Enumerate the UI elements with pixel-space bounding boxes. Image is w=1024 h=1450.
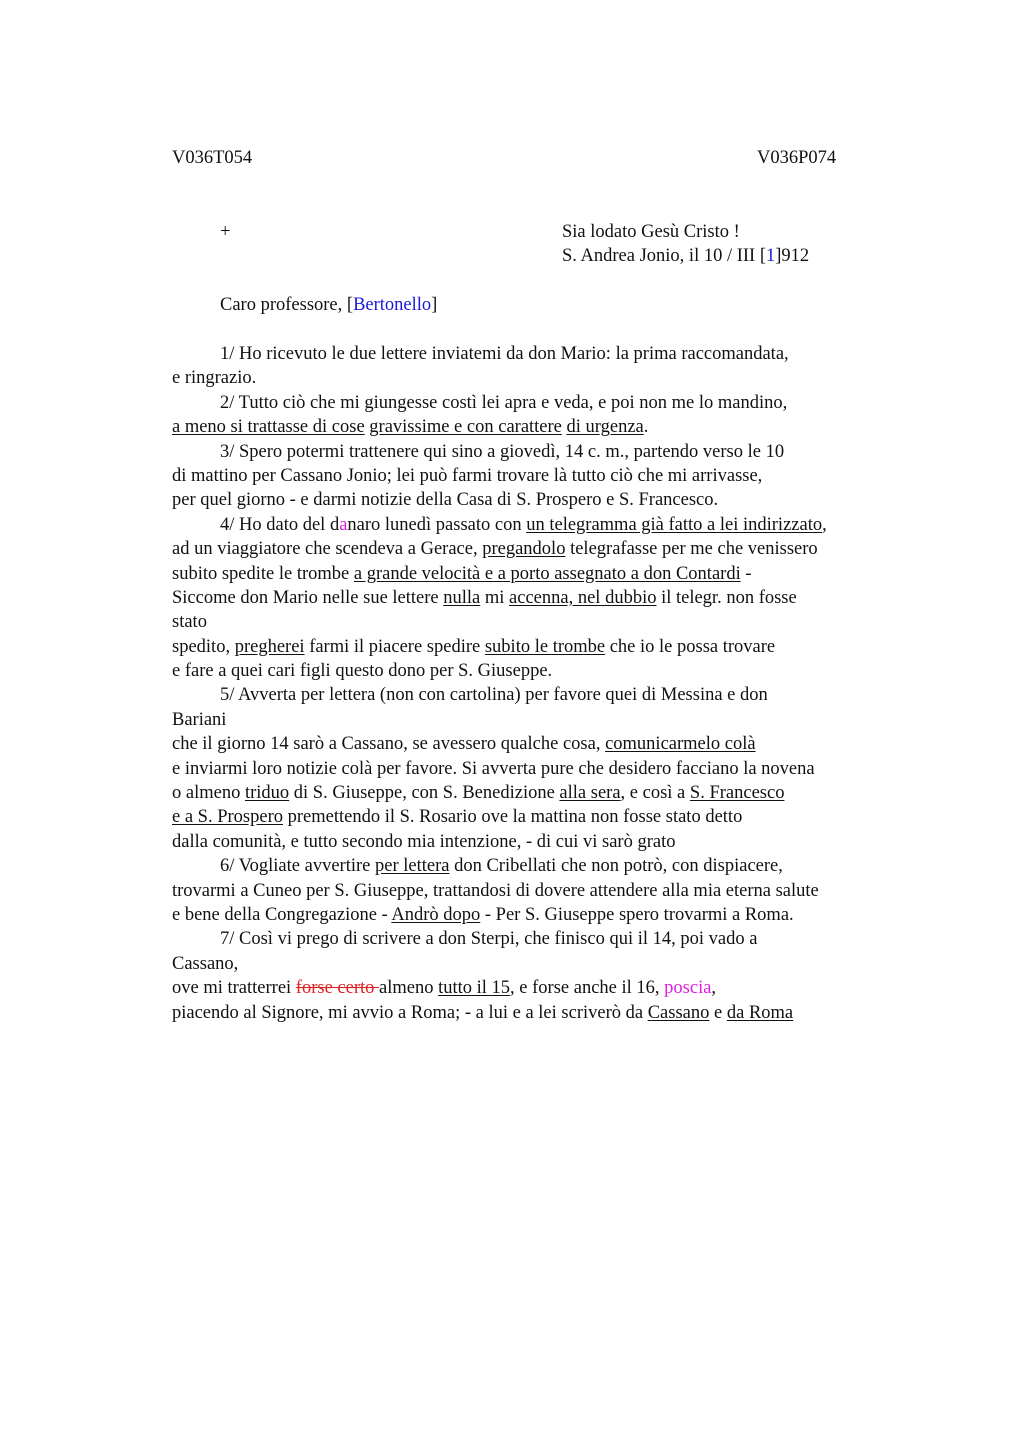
salutation xyxy=(220,293,437,317)
line-text: - Per S. Giuseppe spero trovarmi a Roma. xyxy=(480,904,794,925)
line-text: , e forse anche il 16, xyxy=(510,978,665,999)
line-text: 2/ Tutto ciò che mi giungesse costì lei apra e veda, e poi non me lo mandino, xyxy=(220,392,788,413)
text-line xyxy=(172,683,912,707)
line-text: 1/ Ho ricevuto le due lettere inviatemi da don Mario: la prima raccomandata, xyxy=(220,344,789,364)
text-line xyxy=(172,903,912,927)
text-line xyxy=(172,854,912,878)
underlined-text: a grande velocità e a porto assegnato a don Contardi xyxy=(353,563,741,584)
underlined-text: gravissime e con carattere xyxy=(369,417,562,438)
line-text: e inviarmi loro notizie colà per favore. Si avverta pure che desidero facciano la novena xyxy=(172,758,815,779)
text-line xyxy=(172,464,912,488)
underlined-text: comunicarmelo colà xyxy=(605,734,756,755)
text-line xyxy=(172,732,912,756)
line-text: . xyxy=(643,417,649,438)
archive-code-left: V036T054 xyxy=(172,148,253,168)
text-line xyxy=(172,781,912,805)
place-date-text: S. Andrea Jonio, il 10 / III [ xyxy=(562,246,766,266)
line-text: - xyxy=(740,563,752,584)
line-text: ove mi tratterrei xyxy=(172,978,296,999)
text-line xyxy=(172,927,912,951)
line-text: o almeno xyxy=(172,783,245,804)
line-text: ad un viaggiatore che scendeva a Gerace, xyxy=(172,539,483,560)
line-text: trovarmi a Cuneo per S. Giuseppe, trattandosi di dovere attendere alla mia eterna salute xyxy=(172,880,819,901)
underlined-text: a meno si trattasse di cose xyxy=(172,417,365,438)
text-line xyxy=(172,659,912,683)
text-line xyxy=(172,635,912,659)
salutation-close: ] xyxy=(431,295,438,315)
line-text: stato xyxy=(172,612,207,633)
place-date xyxy=(562,244,809,268)
line-text: e xyxy=(709,1002,727,1023)
text-line xyxy=(172,391,912,415)
line-text: don Cribellati che non potrò, con dispiacere, xyxy=(449,856,783,877)
letter-body xyxy=(172,342,912,1025)
text-line xyxy=(172,537,912,561)
text-line xyxy=(172,366,912,390)
text-line xyxy=(172,562,912,586)
text-line xyxy=(172,708,912,732)
editorial-name: Bertonello xyxy=(353,295,432,315)
underlined-text: Cassano xyxy=(647,1002,710,1023)
editorial-insertion: 1 xyxy=(766,246,776,266)
deleted-text: forse certo xyxy=(295,978,380,999)
text-line xyxy=(172,952,912,976)
line-text: 3/ Spero potermi trattenere qui sino a giovedì, 14 c. m., partendo verso le 10 xyxy=(220,441,785,462)
line-text: , xyxy=(822,514,827,535)
text-line xyxy=(172,415,912,439)
line-text: telegrafasse per me che venissero xyxy=(565,539,818,560)
line-text: Bariani xyxy=(172,709,227,730)
line-text: e bene della Congregazione - xyxy=(172,904,392,925)
text-line xyxy=(172,488,912,512)
underlined-text: e a S. Prospero xyxy=(172,807,283,828)
underlined-text: pregherei xyxy=(234,636,305,657)
line-text: e fare a quei cari figli questo dono per S. Giuseppe. xyxy=(172,661,553,682)
line-text: piacendo al Signore, mi avvio a Roma; - a lui e a lei scriverò da xyxy=(172,1002,648,1023)
archive-code-right: V036P074 xyxy=(757,148,837,168)
line-text: 7/ Così vi prego di scrivere a don Sterpi, che finisco qui il 14, poi vado a xyxy=(220,929,758,950)
underlined-text: subito le trombe xyxy=(484,636,606,657)
line-text: dalla comunità, e tutto secondo mia intenzione, - di cui vi sarò grato xyxy=(172,831,676,852)
underlined-text: S. Francesco xyxy=(689,783,785,804)
invocation: Sia lodato Gesù Cristo ! xyxy=(562,222,740,242)
underlined-text: un telegramma già fatto a lei indirizzato xyxy=(526,514,823,535)
line-text: che io le possa trovare xyxy=(605,636,776,657)
underlined-text: tutto il 15 xyxy=(438,978,511,999)
text-line xyxy=(172,342,912,366)
line-text: per quel giorno - e darmi notizie della Casa di S. Prospero e S. Francesco. xyxy=(172,490,719,511)
line-text: farmi il piacere spedire xyxy=(304,636,485,657)
editorial-insertion: a xyxy=(339,514,348,535)
line-text: premettendo il S. Rosario ove la mattina non fosse stato detto xyxy=(282,807,743,828)
underlined-text: pregandolo xyxy=(482,539,566,560)
underlined-text: da Roma xyxy=(726,1002,794,1023)
line-text: Siccome don Mario nelle sue lettere xyxy=(172,587,444,608)
text-line xyxy=(172,440,912,464)
underlined-text: triduo xyxy=(244,783,290,804)
salutation-text: Caro professore, [ xyxy=(220,295,354,315)
line-text: , e così a xyxy=(620,783,690,804)
underlined-text: alla sera xyxy=(559,783,621,804)
line-text: e ringrazio. xyxy=(172,368,257,389)
line-text: naro lunedì passato con xyxy=(347,514,527,535)
line-text: 6/ Vogliate avvertire xyxy=(220,856,375,877)
line-text: che il giorno 14 sarò a Cassano, se avessero qualche cosa, xyxy=(172,734,606,755)
line-text: il telegr. non fosse xyxy=(656,587,797,608)
text-line xyxy=(172,757,912,781)
line-text: Cassano, xyxy=(172,953,239,974)
underlined-text: Andrò dopo xyxy=(391,904,481,925)
line-text: mi xyxy=(480,587,510,608)
text-line xyxy=(172,830,912,854)
cross-mark: + xyxy=(220,222,231,242)
underlined-text: accenna, nel dubbio xyxy=(509,587,657,608)
text-line xyxy=(172,586,912,610)
text-line xyxy=(172,1001,912,1025)
text-line xyxy=(172,879,912,903)
line-text: di S. Giuseppe, con S. Benedizione xyxy=(289,783,560,804)
underlined-text: di urgenza xyxy=(566,417,644,438)
line-text: , xyxy=(711,978,717,999)
line-text: spedito, xyxy=(172,636,235,657)
place-date-year: ]912 xyxy=(775,246,810,266)
underlined-text: nulla xyxy=(443,587,481,608)
line-text: di mattino per Cassano Jonio; lei può farmi trovare là tutto ciò che mi arrivasse, xyxy=(172,465,763,486)
line-text: 4/ Ho dato del d xyxy=(220,514,340,535)
text-line xyxy=(172,976,912,1000)
line-text: 5/ Avverta per lettera (non con cartolina) per favore quei di Messina e don xyxy=(220,685,768,706)
editorial-insertion: poscia xyxy=(664,978,712,999)
text-line xyxy=(172,610,912,634)
text-line xyxy=(172,513,912,537)
text-line xyxy=(172,805,912,829)
underlined-text: per lettera xyxy=(374,856,450,877)
line-text: subito spedite le trombe xyxy=(172,563,354,584)
line-text: almeno xyxy=(379,978,439,999)
